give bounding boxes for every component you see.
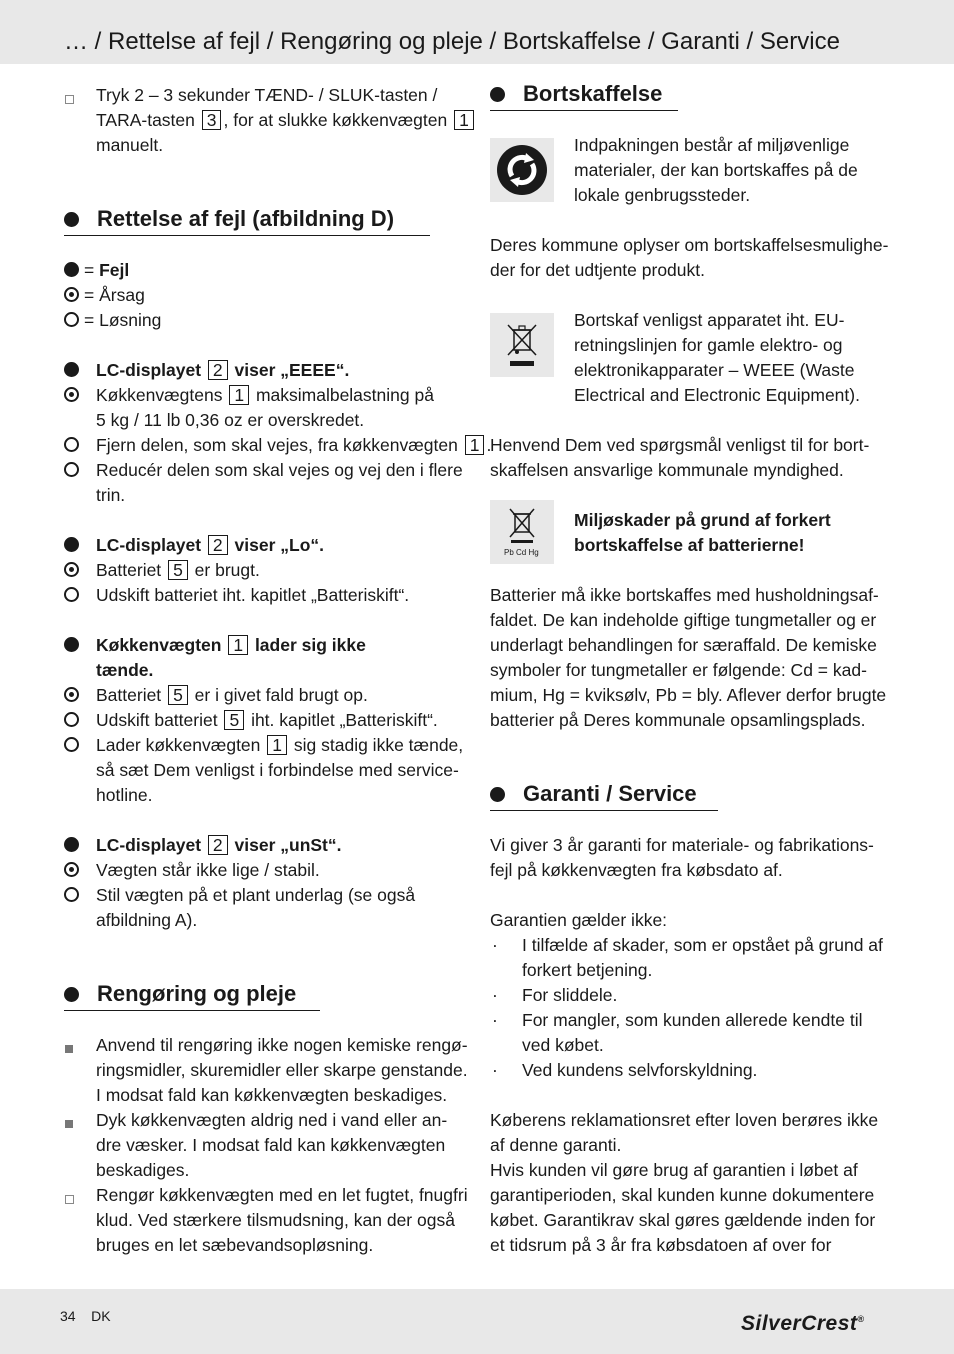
disposal-text: retningslinjen for gamle elektro- og bbox=[574, 335, 843, 355]
section-heading-warranty bbox=[490, 780, 730, 812]
solution-symbol-icon bbox=[64, 587, 79, 602]
intro-text: TARA-tasten bbox=[96, 110, 195, 130]
cause-text-part: maksimalbelastning på bbox=[255, 385, 434, 405]
care-text: beskadiges. bbox=[96, 1160, 190, 1180]
page-title: … / Rettelse af fejl / Rengøring og pleje / Bortskaffelse / Garanti / Service bbox=[64, 28, 840, 55]
ref-box: 5 bbox=[224, 710, 244, 730]
heading-text: Garanti / Service bbox=[523, 781, 697, 806]
solution-text bbox=[96, 733, 463, 758]
cause-symbol-icon bbox=[64, 562, 79, 577]
bullet-square-filled bbox=[65, 1120, 73, 1128]
heading-underline bbox=[490, 110, 678, 111]
warranty-text: Vi giver 3 år garanti for materiale- og fabrikations- bbox=[490, 835, 874, 855]
care-text: Dyk køkkenvægten aldrig ned i vand eller an- bbox=[96, 1110, 448, 1130]
ref-box: 1 bbox=[229, 385, 249, 405]
heading-underline bbox=[64, 1010, 320, 1011]
heading-text: Rengøring og pleje bbox=[97, 981, 297, 1006]
page-number bbox=[60, 1304, 111, 1329]
cause-text bbox=[96, 558, 260, 583]
solution-text-part: sig stadig ikke tænde, bbox=[293, 735, 464, 755]
warranty-item: For sliddele. bbox=[522, 985, 618, 1005]
cause-text-part: er i givet fald brugt op. bbox=[194, 685, 368, 705]
fault-title bbox=[96, 833, 342, 858]
cause-text bbox=[96, 683, 368, 708]
ref-box: 1 bbox=[267, 735, 287, 755]
fault-title-text: LC-displayet bbox=[96, 535, 202, 555]
fault-symbol-icon bbox=[64, 537, 79, 552]
list-bullet: · bbox=[492, 1060, 498, 1080]
solution-text-part: Fjern delen, som skal vejes, fra køkkenvægten bbox=[96, 435, 458, 455]
fault-title-text: Køkkenvægten bbox=[96, 635, 222, 655]
intro-line: manuelt. bbox=[96, 135, 164, 155]
list-bullet: · bbox=[492, 1010, 498, 1030]
recycling-icon bbox=[490, 138, 554, 202]
heading-dot-icon bbox=[64, 987, 79, 1002]
heading-dot-icon bbox=[490, 787, 505, 802]
ref-box: 2 bbox=[208, 535, 228, 555]
fault-symbol-icon bbox=[64, 637, 79, 652]
cause-text-part: Batteriet bbox=[96, 560, 162, 580]
battery-text: faldet. De kan indeholde giftige tungmetaller og er bbox=[490, 610, 877, 630]
solution-symbol-icon bbox=[64, 437, 79, 452]
warranty-item: I tilfælde af skader, som er opstået på grund af bbox=[522, 935, 883, 955]
fault-symbol-icon bbox=[64, 362, 79, 377]
cause-symbol-icon bbox=[64, 862, 79, 877]
cause-text-part: Køkkenvægtens bbox=[96, 385, 223, 405]
ref-box: 1 bbox=[465, 435, 485, 455]
brand-mark: ® bbox=[857, 1314, 865, 1324]
warranty-text: fejl på køkkenvægten fra købsdato af. bbox=[490, 860, 783, 880]
ref-box: 5 bbox=[168, 685, 188, 705]
solution-symbol-icon bbox=[64, 312, 79, 327]
legend-solution: = Løsning bbox=[84, 310, 162, 330]
care-text: Anvend til rengøring ikke nogen kemiske rengø- bbox=[96, 1035, 468, 1055]
disposal-text: materialer, der kan bortskaffes på de bbox=[574, 160, 858, 180]
fault-title bbox=[96, 633, 366, 658]
battery-text: batterier på Deres kommunale opsamlingsplads. bbox=[490, 710, 866, 730]
list-bullet: · bbox=[492, 985, 498, 1005]
solution-text-part: . bbox=[486, 435, 492, 455]
section-heading-care bbox=[64, 980, 364, 1012]
fault-title bbox=[96, 358, 349, 383]
battery-warning: Miljøskader på grund af forkert bbox=[574, 510, 831, 530]
legend-cause: = Årsag bbox=[84, 285, 145, 305]
care-text: bruges en let sæbevandsopløsning. bbox=[96, 1235, 374, 1255]
solution-text-part: Lader køkkenvægten bbox=[96, 735, 261, 755]
disposal-text: der for det udtjente produkt. bbox=[490, 260, 705, 280]
battery-bin-icon bbox=[490, 500, 554, 564]
bullet-square-filled bbox=[65, 1045, 73, 1053]
solution-text: Udskift batteriet iht. kapitlet „Batteriskift“. bbox=[96, 585, 410, 605]
solution-symbol-icon bbox=[64, 462, 79, 477]
heading-underline bbox=[490, 810, 718, 811]
solution-text: trin. bbox=[96, 485, 126, 505]
fault-title: tænde. bbox=[96, 660, 154, 680]
disposal-text: Deres kommune oplyser om bortskaffelsesmulighe- bbox=[490, 235, 889, 255]
solution-text bbox=[96, 433, 491, 458]
solution-symbol-icon bbox=[64, 737, 79, 752]
warranty-text: garantiperioden, skal kunden kunne dokumentere bbox=[490, 1185, 875, 1205]
brand-name: SilverCrest bbox=[741, 1312, 858, 1335]
disposal-text: lokale genbrugssteder. bbox=[574, 185, 751, 205]
section-heading-disposal bbox=[490, 80, 690, 112]
brand-logo bbox=[741, 1307, 865, 1336]
intro-text: , for at slukke køkkenvægten bbox=[223, 110, 448, 130]
solution-text: afbildning A). bbox=[96, 910, 198, 930]
warranty-text: Garantien gælder ikke: bbox=[490, 910, 668, 930]
solution-text: Stil vægten på et plant underlag (se også bbox=[96, 885, 416, 905]
care-text: ringsmidler, skuremidler eller skarpe genstande. bbox=[96, 1060, 468, 1080]
fault-symbol-icon bbox=[64, 837, 79, 852]
ref-box: 2 bbox=[208, 835, 228, 855]
battery-text: underlagt behandlingen for særaffald. De kemiske bbox=[490, 635, 877, 655]
heading-text: Rettelse af fejl (afbildning D) bbox=[97, 206, 395, 231]
battery-text: Batterier må ikke bortskaffes med husholdningsaf- bbox=[490, 585, 879, 605]
cause-text: Vægten står ikke lige / stabil. bbox=[96, 860, 320, 880]
fault-symbol-icon bbox=[64, 262, 79, 277]
solution-symbol-icon bbox=[64, 712, 79, 727]
warranty-item: Ved kundens selvforskyldning. bbox=[522, 1060, 758, 1080]
page-header bbox=[0, 0, 954, 64]
heading-text: Bortskaffelse bbox=[523, 81, 663, 106]
care-text: dre væsker. I modsat fald kan køkkenvægten bbox=[96, 1135, 446, 1155]
fault-title-text: LC-displayet bbox=[96, 835, 202, 855]
warranty-item: forkert betjening. bbox=[522, 960, 653, 980]
solution-text bbox=[96, 708, 438, 733]
disposal-text: Indpakningen består af miljøvenlige bbox=[574, 135, 850, 155]
intro-line: Tryk 2 – 3 sekunder TÆND- / SLUK-tasten / bbox=[96, 85, 438, 105]
warranty-item: ved købet. bbox=[522, 1035, 604, 1055]
legend-fault bbox=[84, 258, 129, 283]
battery-bin-label: Pb Cd Hg bbox=[504, 548, 539, 557]
disposal-text: elektronikapparater – WEEE (Waste bbox=[574, 360, 855, 380]
fault-title bbox=[96, 533, 324, 558]
disposal-text: Henvend Dem ved spørgsmål venligst til for bort- bbox=[490, 435, 870, 455]
bullet-square-outline bbox=[65, 95, 74, 104]
bullet-square-outline bbox=[65, 1195, 74, 1204]
cause-text-part: er brugt. bbox=[194, 560, 260, 580]
fault-title-text: lader sig ikke bbox=[254, 635, 366, 655]
intro-line bbox=[96, 108, 476, 133]
disposal-text: Bortskaf venligst apparatet iht. EU- bbox=[574, 310, 845, 330]
ref-box: 1 bbox=[454, 110, 474, 130]
disposal-text: Electrical and Electronic Equipment). bbox=[574, 385, 860, 405]
care-text: I modsat fald kan køkkenvægten beskadiges. bbox=[96, 1085, 448, 1105]
solution-text-part: Udskift batteriet bbox=[96, 710, 218, 730]
warranty-text: af denne garanti. bbox=[490, 1135, 622, 1155]
weee-bin-icon bbox=[490, 313, 554, 377]
warranty-text: Hvis kunden vil gøre brug af garantien i løbet af bbox=[490, 1160, 858, 1180]
fault-title-text: viser „Lo“. bbox=[234, 535, 324, 555]
ref-box: 2 bbox=[208, 360, 228, 380]
heading-dot-icon bbox=[64, 212, 79, 227]
legend-eq: = bbox=[84, 260, 95, 280]
fault-title-text: viser „EEEE“. bbox=[234, 360, 350, 380]
warranty-text: købet. Garantikrav skal gøres gældende inden for bbox=[490, 1210, 876, 1230]
warranty-text: et tidsrum på 3 år fra købsdatoen af over for bbox=[490, 1235, 832, 1255]
page-footer bbox=[0, 1289, 954, 1354]
battery-warning: bortskaffelse af batterierne! bbox=[574, 535, 805, 555]
language-code: DK bbox=[91, 1308, 111, 1324]
fault-title-text: LC-displayet bbox=[96, 360, 202, 380]
battery-text: symboler for tungmetaller er følgende: Cd = kad- bbox=[490, 660, 867, 680]
solution-text-part: iht. kapitlet „Batteriskift“. bbox=[251, 710, 438, 730]
ref-box: 5 bbox=[168, 560, 188, 580]
care-text: klud. Ved stærkere tilsmudsning, kan der også bbox=[96, 1210, 455, 1230]
cause-text: 5 kg / 11 lb 0,36 oz er overskredet. bbox=[96, 410, 365, 430]
fault-title-text: viser „unSt“. bbox=[234, 835, 342, 855]
list-bullet: · bbox=[492, 935, 498, 955]
solution-text: hotline. bbox=[96, 785, 153, 805]
cause-text bbox=[96, 383, 434, 408]
warranty-item: For mangler, som kunden allerede kendte til bbox=[522, 1010, 863, 1030]
page-number-value: 34 bbox=[60, 1308, 76, 1324]
solution-text: så sæt Dem venligst i forbindelse med service- bbox=[96, 760, 459, 780]
cause-symbol-icon bbox=[64, 687, 79, 702]
cause-text-part: Batteriet bbox=[96, 685, 162, 705]
ref-box: 1 bbox=[228, 635, 248, 655]
cause-symbol-icon bbox=[64, 287, 79, 302]
ref-box: 3 bbox=[202, 110, 222, 130]
disposal-text: skaffelsen ansvarlige kommunale myndighed. bbox=[490, 460, 844, 480]
battery-text: mium, Hg = kviksølv, Pb = bly. Aflever derfor brugte bbox=[490, 685, 887, 705]
section-heading-fault bbox=[64, 205, 444, 237]
solution-text: Reducér delen som skal vejes og vej den i flere bbox=[96, 460, 463, 480]
heading-dot-icon bbox=[490, 87, 505, 102]
warranty-text: Køberens reklamationsret efter loven berøres ikke bbox=[490, 1110, 879, 1130]
solution-symbol-icon bbox=[64, 887, 79, 902]
cause-symbol-icon bbox=[64, 387, 79, 402]
legend-fault-label: Fejl bbox=[99, 260, 130, 280]
care-text: Rengør køkkenvægten med en let fugtet, fnugfri bbox=[96, 1185, 468, 1205]
heading-underline bbox=[64, 235, 430, 236]
